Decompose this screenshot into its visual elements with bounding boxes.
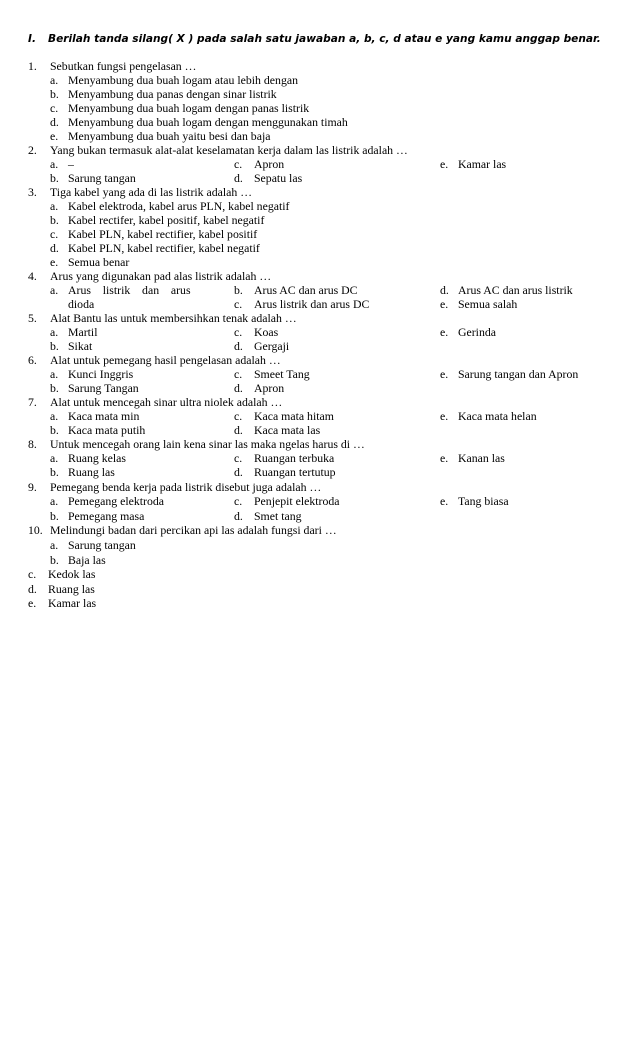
option-letter[interactable]: d. xyxy=(234,171,243,185)
question-text: Arus yang digunakan pad alas listrik adalah … xyxy=(50,269,272,283)
option-text[interactable]: Sepatu las xyxy=(254,171,303,185)
question-text: Alat untuk pemegang hasil pengelasan adalah … xyxy=(50,353,281,367)
option-text[interactable]: Kaca mata hitam xyxy=(254,409,334,423)
option-row-6-2 xyxy=(50,381,610,395)
option-letter[interactable]: a. xyxy=(50,283,59,297)
option-letter[interactable]: d. xyxy=(234,339,243,353)
option-text[interactable]: Martil xyxy=(68,325,98,339)
question-number: 10. xyxy=(28,523,43,537)
question-text: Alat untuk mencegah sinar ultra niolek adalah … xyxy=(50,395,283,409)
question-text: Untuk mencegah orang lain kena sinar las maka ngelas harus di … xyxy=(50,437,365,451)
option-text[interactable]: Kaca mata helan xyxy=(458,409,537,423)
option-text[interactable]: Pemegang elektroda xyxy=(68,494,164,508)
option-text: Menyambung dua buah logam atau lebih dengan xyxy=(68,73,298,87)
option-letter[interactable]: d. xyxy=(234,381,243,395)
option-row-7-1 xyxy=(50,409,610,423)
option-letter: b. xyxy=(50,553,59,567)
option-letter[interactable]: c. xyxy=(234,367,243,381)
option-row-2-1 xyxy=(50,157,610,171)
option-row-8-1 xyxy=(50,451,610,465)
option-letter[interactable]: b. xyxy=(50,171,59,185)
option-letter[interactable]: b. xyxy=(234,283,243,297)
option-row-5-1 xyxy=(50,325,610,339)
option-letter[interactable]: d. xyxy=(234,423,243,437)
option-letter[interactable]: a. xyxy=(50,367,59,381)
option-letter[interactable]: b. xyxy=(50,423,59,437)
option-text: Kabel rectifer, kabel positif, kabel negatif xyxy=(68,213,265,227)
option-text[interactable]: Kaca mata las xyxy=(254,423,321,437)
option-text: Menyambung dua buah logam dengan menggunakan timah xyxy=(68,115,348,129)
option-letter[interactable]: e. xyxy=(440,409,449,423)
option-text[interactable]: Kamar las xyxy=(458,157,507,171)
option-row-9-1 xyxy=(50,494,610,508)
option-letter: c. xyxy=(28,567,37,581)
option-row-4-1 xyxy=(50,283,610,297)
option-text: Menyambung dua buah logam dengan panas listrik xyxy=(68,101,310,115)
question-text: Alat Bantu las untuk membersihkan tenak adalah … xyxy=(50,311,297,325)
question-number: 7. xyxy=(28,395,37,409)
option-text[interactable]: Sikat xyxy=(68,339,93,353)
option-letter: c. xyxy=(50,101,59,115)
option-text[interactable]: Smet tang xyxy=(254,509,302,523)
option-text[interactable]: Sarung tangan dan Apron xyxy=(458,367,579,381)
question-text: Sebutkan fungsi pengelasan … xyxy=(50,59,197,73)
option-letter[interactable]: c. xyxy=(234,297,243,311)
option-text[interactable]: Ruang las xyxy=(68,465,115,479)
instruction-number: I. xyxy=(28,33,36,45)
option-text[interactable]: Kunci Inggris xyxy=(68,367,134,381)
option-letter[interactable]: a. xyxy=(50,451,59,465)
option-text[interactable]: Kanan las xyxy=(458,451,505,465)
option-text: Kedok las xyxy=(48,567,96,581)
option-text[interactable]: Kaca mata putih xyxy=(68,423,146,437)
option-text[interactable]: Ruangan terbuka xyxy=(254,451,335,465)
instruction-text: Berilah tanda silang( X ) pada salah satu jawaban a, b, c, d atau e yang kamu anggap benar. xyxy=(48,33,601,45)
question-number: 1. xyxy=(28,59,37,73)
question-text: Pemegang benda kerja pada listrik disebut juga adalah … xyxy=(50,480,322,494)
option-row-8-2 xyxy=(50,465,610,479)
option-letter[interactable]: a. xyxy=(50,325,59,339)
option-letter[interactable]: c. xyxy=(234,494,243,508)
option-letter[interactable]: c. xyxy=(234,325,243,339)
question-number: 8. xyxy=(28,437,37,451)
option-row-7-2 xyxy=(50,423,610,437)
option-text: Ruang las xyxy=(48,582,95,596)
option-letter[interactable]: e. xyxy=(440,367,449,381)
option-letter[interactable]: b. xyxy=(50,339,59,353)
option-letter: d. xyxy=(50,241,59,255)
option-letter: c. xyxy=(50,227,59,241)
option-letter[interactable]: d. xyxy=(234,465,243,479)
option-letter[interactable]: b. xyxy=(50,509,59,523)
option-letter[interactable]: d. xyxy=(234,509,243,523)
option-letter[interactable]: e. xyxy=(440,297,449,311)
option-row-4-2 xyxy=(50,297,610,311)
option-text[interactable]: Arus AC dan arus DC xyxy=(254,283,358,297)
option-letter[interactable]: e. xyxy=(440,451,449,465)
option-text[interactable]: Arus listrik dan arus DC xyxy=(254,297,370,311)
option-text[interactable]: Ruang kelas xyxy=(68,451,126,465)
option-letter: d. xyxy=(50,115,59,129)
option-row-2-2 xyxy=(50,171,610,185)
option-text: Kabel PLN, kabel rectifier, kabel negatif xyxy=(68,241,260,255)
option-row-6-1 xyxy=(50,367,610,381)
option-letter: b. xyxy=(50,213,59,227)
option-text[interactable]: – xyxy=(68,157,74,171)
option-letter: e. xyxy=(50,129,59,143)
option-letter: e. xyxy=(50,255,59,269)
option-letter[interactable]: e. xyxy=(440,494,449,508)
option-text[interactable]: Gergaji xyxy=(254,339,290,353)
instruction-heading xyxy=(28,32,628,46)
option-row-5-2 xyxy=(50,339,610,353)
question-text: Melindungi badan dari percikan api las adalah fungsi dari … xyxy=(50,523,337,537)
option-text: Kabel PLN, kabel rectifier, kabel positif xyxy=(68,227,258,241)
option-letter[interactable]: a. xyxy=(50,494,59,508)
question-number: 4. xyxy=(28,269,37,283)
option-letter: a. xyxy=(50,73,59,87)
option-text: Menyambung dua panas dengan sinar listrik xyxy=(68,87,277,101)
question-number: 5. xyxy=(28,311,37,325)
option-text: Kabel elektroda, kabel arus PLN, kabel negatif xyxy=(68,199,290,213)
option-text[interactable]: Tang biasa xyxy=(458,494,509,508)
option-letter[interactable]: b. xyxy=(50,381,59,395)
option-text[interactable]: Sarung tangan xyxy=(68,171,136,185)
option-text: Baja las xyxy=(68,553,106,567)
option-text[interactable]: Ruangan tertutup xyxy=(254,465,336,479)
option-text[interactable]: Arus listrik dan arus xyxy=(68,283,191,297)
option-letter[interactable]: e. xyxy=(440,325,449,339)
option-letter[interactable]: a. xyxy=(50,157,59,171)
option-letter[interactable]: d. xyxy=(440,283,449,297)
question-number: 6. xyxy=(28,353,37,367)
option-text[interactable]: Smeet Tang xyxy=(254,367,310,381)
option-letter: a. xyxy=(50,538,59,552)
option-text[interactable]: Arus AC dan arus listrik xyxy=(458,283,573,297)
option-text[interactable]: Sarung Tangan xyxy=(68,381,139,395)
option-text[interactable]: Penjepit elektroda xyxy=(254,494,340,508)
option-row-9-2 xyxy=(50,509,610,523)
option-text: Kamar las xyxy=(48,596,97,610)
question-text: Yang bukan termasuk alat-alat keselamatan kerja dalam las listrik adalah … xyxy=(50,143,408,157)
option-letter: e. xyxy=(28,596,37,610)
option-letter[interactable]: e. xyxy=(440,157,449,171)
option-text: Menyambung dua buah yaitu besi dan baja xyxy=(68,129,271,143)
question-text: Tiga kabel yang ada di las listrik adalah … xyxy=(50,185,253,199)
option-text: Semua benar xyxy=(68,255,130,269)
question-number: 9. xyxy=(28,480,37,494)
option-letter[interactable]: a. xyxy=(50,409,59,423)
option-letter[interactable]: c. xyxy=(234,157,243,171)
question-number: 3. xyxy=(28,185,37,199)
option-letter: b. xyxy=(50,87,59,101)
option-text[interactable]: Pemegang masa xyxy=(68,509,145,523)
option-letter: a. xyxy=(50,199,59,213)
option-text[interactable]: Apron xyxy=(254,381,285,395)
option-letter[interactable]: c. xyxy=(234,409,243,423)
question-number: 2. xyxy=(28,143,37,157)
option-letter[interactable]: c. xyxy=(234,451,243,465)
option-text[interactable]: Koas xyxy=(254,325,279,339)
option-letter: d. xyxy=(28,582,37,596)
option-text-continuation[interactable]: dioda xyxy=(68,297,95,311)
option-text[interactable]: Apron xyxy=(254,157,285,171)
option-text[interactable]: Gerinda xyxy=(458,325,496,339)
option-text[interactable]: Kaca mata min xyxy=(68,409,140,423)
option-letter[interactable]: b. xyxy=(50,465,59,479)
option-text[interactable]: Semua salah xyxy=(458,297,518,311)
option-text: Sarung tangan xyxy=(68,538,136,552)
